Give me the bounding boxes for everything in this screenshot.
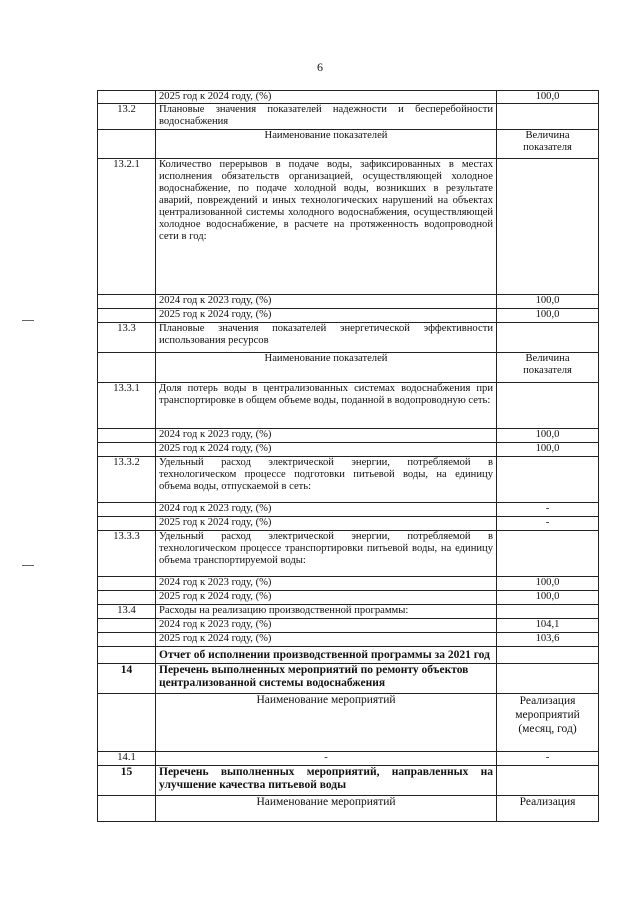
row-number <box>98 130 156 159</box>
row-value <box>497 647 599 664</box>
column-header: Наименование показателей <box>156 130 497 159</box>
row-number: 13.3.2 <box>98 457 156 503</box>
row-value <box>497 159 599 295</box>
row-value: - <box>497 503 599 517</box>
table-row <box>98 591 599 605</box>
row-text: Доля потерь воды в централизованных системах водоснабжения при транспортировке в общем объеме воды, поданной в водопроводную сеть: <box>156 383 497 429</box>
row-text: 2024 год к 2023 году, (%) <box>156 619 497 633</box>
row-text: Плановые значения показателей энергетической эффективности использования ресурсов <box>156 323 497 353</box>
row-number: 13.3 <box>98 323 156 353</box>
row-number <box>98 295 156 309</box>
column-header: Величина показателя <box>497 353 599 383</box>
section-title: Перечень выполненных мероприятий по ремонту объектов централизованной системы водоснабжения <box>156 664 497 694</box>
row-number: 13.3.1 <box>98 383 156 429</box>
table-row <box>98 517 599 531</box>
table-row <box>98 664 599 694</box>
page-number: 6 <box>317 60 323 74</box>
row-number <box>98 309 156 323</box>
row-value <box>497 664 599 694</box>
table-row <box>98 752 599 766</box>
table-row <box>98 457 599 503</box>
row-text: 2024 год к 2023 году, (%) <box>156 503 497 517</box>
column-header: Наименование мероприятий <box>156 694 497 752</box>
row-number <box>98 443 156 457</box>
table-row <box>98 159 599 295</box>
table-row <box>98 353 599 383</box>
row-value <box>497 605 599 619</box>
row-text: Удельный расход электрической энергии, потребляемой в технологическом процессе транспортировки питьевой воды, на единицу объема транспортируемой воды: <box>156 531 497 577</box>
row-number: 13.2 <box>98 104 156 130</box>
row-number <box>98 619 156 633</box>
column-header: Величина показателя <box>497 130 599 159</box>
row-text: 2024 год к 2023 году, (%) <box>156 429 497 443</box>
table-row <box>98 429 599 443</box>
row-number <box>98 647 156 664</box>
row-text: 2025 год к 2024 году, (%) <box>156 91 497 104</box>
row-value: 100,0 <box>497 443 599 457</box>
row-text: - <box>156 752 497 766</box>
row-number <box>98 91 156 104</box>
column-header: Наименование мероприятий <box>156 796 497 822</box>
margin-mark <box>22 320 34 321</box>
table-row <box>98 295 599 309</box>
report-section-title: Отчет об исполнении производственной программы за 2021 год <box>156 647 497 664</box>
table-row <box>98 647 599 664</box>
row-value: 100,0 <box>497 591 599 605</box>
row-number: 13.2.1 <box>98 159 156 295</box>
row-text: 2025 год к 2024 году, (%) <box>156 633 497 647</box>
row-text: 2024 год к 2023 году, (%) <box>156 295 497 309</box>
row-value: 100,0 <box>497 429 599 443</box>
program-table <box>97 90 599 822</box>
table-row <box>98 796 599 822</box>
row-number <box>98 353 156 383</box>
row-value: 100,0 <box>497 295 599 309</box>
row-text: 2025 год к 2024 году, (%) <box>156 591 497 605</box>
column-header: Наименование показателей <box>156 353 497 383</box>
row-number: 13.4 <box>98 605 156 619</box>
table-row <box>98 531 599 577</box>
row-text: Плановые значения показателей надежности и бесперебойности водоснабжения <box>156 104 497 130</box>
row-text: Удельный расход электрической энергии, потребляемой в технологическом процессе подготовки питьевой воды, на единицу объема воды, отпускаемой в сеть: <box>156 457 497 503</box>
table-row <box>98 323 599 353</box>
row-text: 2025 год к 2024 году, (%) <box>156 443 497 457</box>
table-row <box>98 309 599 323</box>
row-value <box>497 104 599 130</box>
row-text: Расходы на реализацию производственной программы: <box>156 605 497 619</box>
row-text: 2024 год к 2023 году, (%) <box>156 577 497 591</box>
row-value <box>497 531 599 577</box>
column-header: Реализация мероприятий (месяц, год) <box>497 694 599 752</box>
row-text: Количество перерывов в подаче воды, зафиксированных в местах исполнения обязательств организацией, осуществляющей холодное водоснабжение, по подаче холодной воды, возникших в результате аварий, повреждений и иных технологических нарушений на объектах централизованной системы холодного водоснабжения, осуществляющей холодное водоснабжение, в расчете на протяженность водопроводной сети в год: <box>156 159 497 295</box>
row-value: 103,6 <box>497 633 599 647</box>
row-value: 100,0 <box>497 309 599 323</box>
table-row <box>98 633 599 647</box>
row-value <box>497 766 599 796</box>
row-value <box>497 323 599 353</box>
table-row <box>98 104 599 130</box>
row-text: 2025 год к 2024 году, (%) <box>156 517 497 531</box>
row-number <box>98 429 156 443</box>
row-number <box>98 694 156 752</box>
row-number <box>98 591 156 605</box>
row-number: 14.1 <box>98 752 156 766</box>
table-row <box>98 130 599 159</box>
row-value: 100,0 <box>497 91 599 104</box>
row-number <box>98 796 156 822</box>
table-row <box>98 694 599 752</box>
row-number: 13.3.3 <box>98 531 156 577</box>
table-row <box>98 577 599 591</box>
table-row <box>98 383 599 429</box>
row-number: 15 <box>98 766 156 796</box>
column-header: Реализация <box>497 796 599 822</box>
row-value <box>497 457 599 503</box>
row-value: - <box>497 752 599 766</box>
row-value: - <box>497 517 599 531</box>
row-number <box>98 503 156 517</box>
row-number <box>98 633 156 647</box>
section-title: Перечень выполненных мероприятий, направленных на улучшение качества питьевой воды <box>156 766 497 796</box>
row-number: 14 <box>98 664 156 694</box>
table-row <box>98 503 599 517</box>
table-row <box>98 91 599 104</box>
table-row <box>98 766 599 796</box>
row-number <box>98 577 156 591</box>
row-value: 104,1 <box>497 619 599 633</box>
row-number <box>98 517 156 531</box>
row-value <box>497 383 599 429</box>
row-text: 2025 год к 2024 году, (%) <box>156 309 497 323</box>
table-row <box>98 619 599 633</box>
margin-mark <box>22 565 34 566</box>
table-row <box>98 443 599 457</box>
table-row <box>98 605 599 619</box>
row-value: 100,0 <box>497 577 599 591</box>
